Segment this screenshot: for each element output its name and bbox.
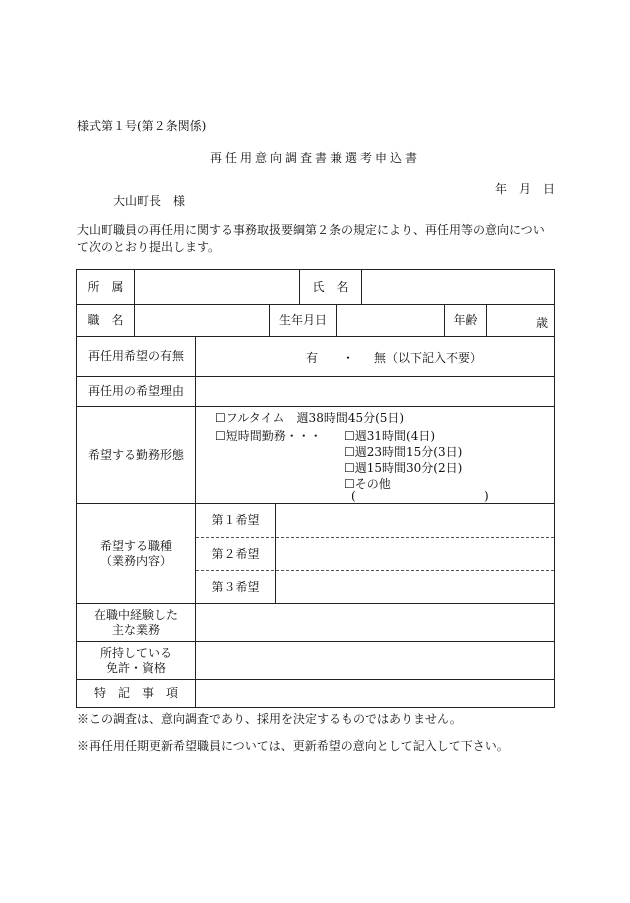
birthdate-field[interactable]: [337, 305, 444, 336]
job-type-label-line2: （業務内容）: [99, 553, 172, 568]
intro-paragraph: 大山町職員の再任用に関する事務取扱要綱第２条の規定により、再任用等の意向について次のとおり提出します。: [77, 223, 545, 254]
parttime-31h-checkbox[interactable]: ☐週31時間(4日): [344, 429, 436, 443]
age-unit: 歳: [535, 316, 548, 330]
experience-label: [77, 604, 195, 641]
column-divider: [486, 304, 487, 336]
choice-3-field[interactable]: [276, 571, 554, 603]
parttime-23h-checkbox[interactable]: ☐週23時間15分(3日): [344, 445, 463, 459]
parttime-15h-checkbox[interactable]: ☐週15時間30分(2日): [344, 461, 463, 475]
remarks-label: 特 記 事 項: [93, 686, 178, 700]
application-form-table: [76, 269, 555, 708]
footnotes: [77, 712, 509, 754]
wish-separator: ・: [342, 351, 355, 365]
birthdate-label: 生年月日: [278, 313, 327, 327]
choice-3-label: 第３希望: [211, 579, 260, 594]
job-type-label-line1: 希望する職種: [99, 538, 172, 553]
other-detail-field[interactable]: [362, 489, 482, 503]
addressee: 大山町長 様: [113, 194, 186, 208]
choice-2-label: 第２希望: [211, 546, 260, 561]
wish-yes-option[interactable]: 有: [306, 351, 319, 365]
license-label-line2: 免許・資格: [105, 660, 166, 675]
footnote-1: ※この調査は、意向調査であり、採用を決定するものではありません。: [77, 712, 462, 726]
position-label: 職 名: [87, 313, 124, 327]
other-paren-open: (: [351, 489, 356, 503]
date-line: 年 月 日: [494, 182, 555, 196]
license-label: [77, 642, 195, 679]
affiliation-field[interactable]: [135, 270, 299, 304]
choice-2-field[interactable]: [276, 538, 554, 570]
license-field[interactable]: [196, 642, 554, 679]
name-field[interactable]: [362, 270, 554, 304]
job-type-label: [77, 504, 195, 603]
name-label: 氏 名: [312, 279, 349, 294]
other-paren-close: ): [484, 489, 489, 503]
experience-field[interactable]: [196, 604, 554, 641]
form-number: 様式第１号(第２条関係): [77, 119, 207, 133]
license-label-line1: 所持している: [99, 645, 172, 660]
wish-label: 再任用希望の有無: [87, 349, 184, 363]
parttime-checkbox[interactable]: ☐短時間勤務・・・: [215, 429, 322, 443]
choice-1-field[interactable]: [276, 504, 554, 537]
footnote-2: ※再任用任期更新希望職員については、更新希望の意向として記入して下さい。: [77, 739, 509, 753]
page-title: 再任用意向調査書兼選考申込書: [209, 151, 420, 165]
experience-label-line1: 在職中経験した: [93, 607, 178, 622]
fulltime-checkbox[interactable]: ☐フルタイム 週38時間45分(5日): [215, 411, 405, 425]
choice-1-label: 第１希望: [211, 513, 260, 527]
reason-field[interactable]: [196, 377, 554, 406]
other-checkbox[interactable]: ☐その他: [344, 477, 391, 491]
position-field[interactable]: [135, 305, 269, 336]
wish-no-option[interactable]: 無（以下記入不要）: [374, 351, 483, 365]
age-label: 年齢: [453, 313, 478, 327]
work-style-label: 希望する勤務形態: [87, 447, 184, 462]
affiliation-label: 所 属: [87, 279, 124, 294]
experience-label-line2: 主な業務: [111, 622, 160, 637]
remarks-field[interactable]: [196, 680, 554, 707]
reason-label: 再任用の希望理由: [87, 384, 184, 398]
